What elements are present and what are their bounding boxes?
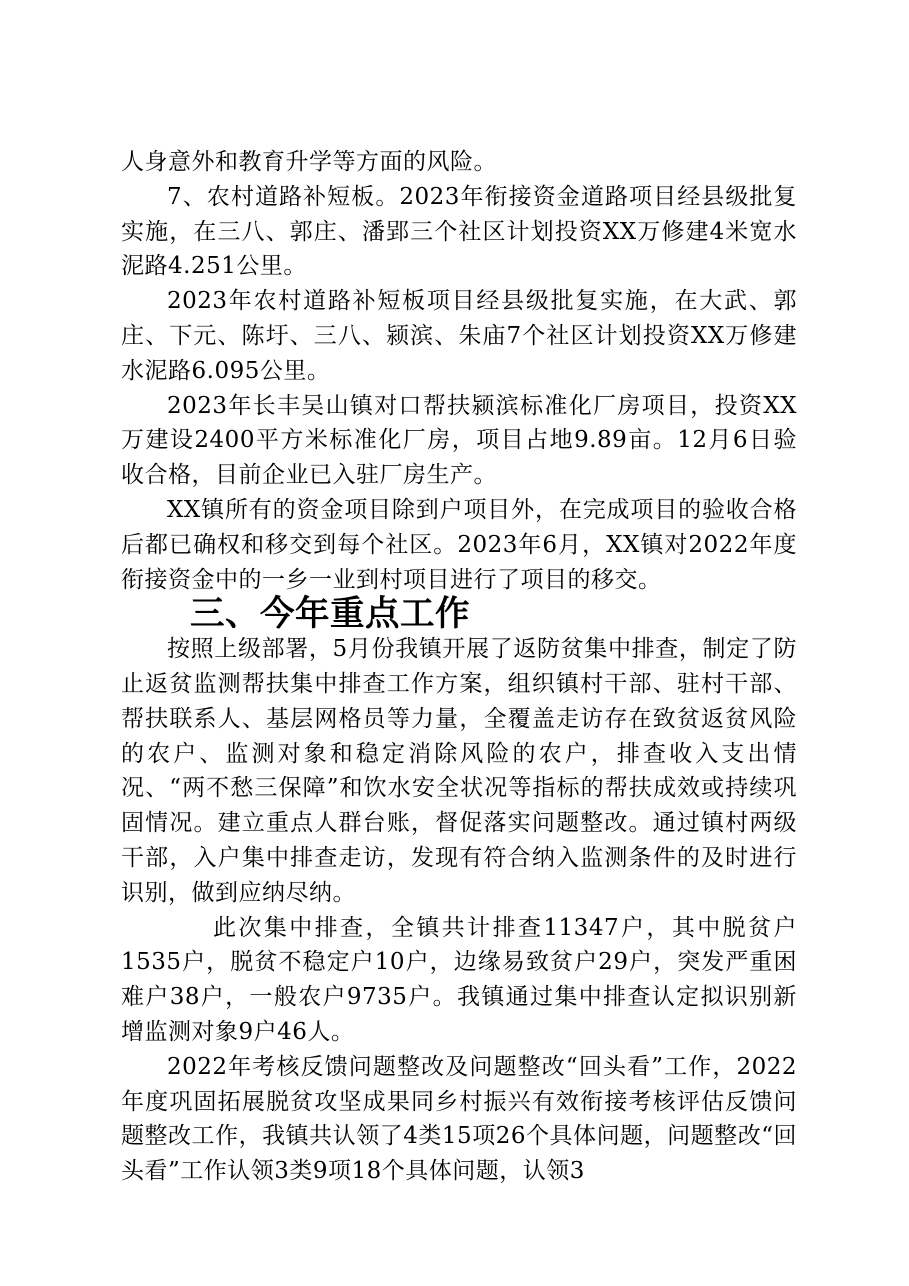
paragraph-screening: 按照上级部署，5月份我镇开展了返防贫集中排查，制定了防止返贫监测帮扶集中排查工作方案，组织镇村干部、驻村干部、帮扶联系人、基层网格员等力量，全覆盖走访存在致贫返贫风险的农户、监测对象和稳定消除风险的农户，排查收入支出情况、“两不愁三保障”和饮水安全状况等指标的帮扶成效或持续巩固情况。建立重点人群台账，督促落实问题整改。通过镇村两级干部，入户集中排查走访，发现有符合纳入监测条件的及时进行识别，做到应纳尽纳。 xyxy=(121,636,797,906)
document-page xyxy=(121,145,797,1189)
paragraph-road-project-2023: 2023年农村道路补短板项目经县级批复实施，在大武、郭庄、下元、陈圩、三八、颍滨、朱庙7个社区计划投资XX万修建水泥路6.095公里。 xyxy=(121,288,797,384)
paragraph-rural-roads: 7、农村道路补短板。2023年衔接资金道路项目经县级批复实施，在三八、郭庄、潘郢三个社区计划投资XX万修建4米宽水泥路4.251公里。 xyxy=(121,183,797,280)
paragraph-rectification: 2022年考核反馈问题整改及问题整改“回头看”工作，2022年度巩固拓展脱贫攻坚成果同乡村振兴有效衔接考核评估反馈问题整改工作，我镇共认领了4类15项26个具体问题，问题整改“回头看”工作认领3类9项18个具体问题，认领3 xyxy=(121,1053,797,1185)
paragraph-continuation: 人身意外和教育升学等方面的风险。 xyxy=(121,149,497,175)
paragraph-screening-results: 此次集中排查，全镇共计排查11347户，其中脱贫户1535户，脱贫不稳定户10户，边缘易致贫户29户，突发严重困难户38户，一般农户9735户。我镇通过集中排查认定拟识别新增监测对象9户46人。 xyxy=(121,914,797,1045)
paragraph-factory-project: 2023年长丰吴山镇对口帮扶颍滨标准化厂房项目，投资XX万建设2400平方米标准化厂房，项目占地9.89亩。12月6日验收合格，目前企业已入驻厂房生产。 xyxy=(121,392,797,489)
paragraph-project-transfer: XX镇所有的资金项目除到户项目外，在完成项目的验收合格后都已确权和移交到每个社区。2023年6月，XX镇对2022年度衔接资金中的一乡一业到村项目进行了项目的移交。 xyxy=(121,496,797,593)
section-heading: 三、今年重点工作 xyxy=(190,594,470,635)
